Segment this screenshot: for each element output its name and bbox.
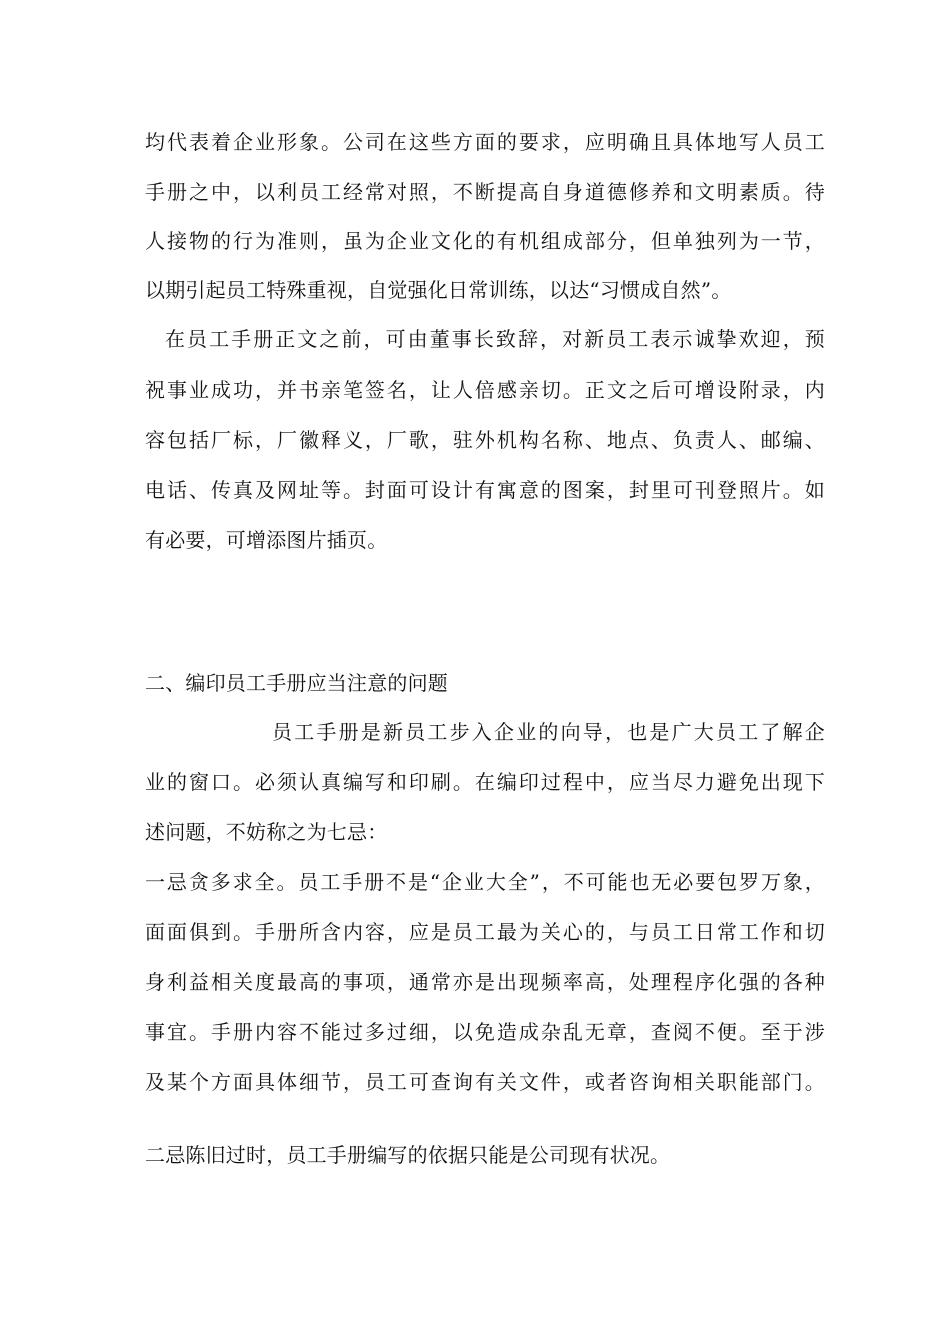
paragraph-2-line-4: 电话、传真及网址等。封面可设计有寓意的图案，封里可刊登照片。如 <box>145 478 825 502</box>
paragraph-4-line-1: 一忌贪多求全。员工手册不是“企业大全”，不可能也无必要包罗万象， <box>145 870 825 894</box>
paragraph-2-line-1: 在员工手册正文之前，可由董事长致辞，对新员工表示诚挚欢迎，预 <box>165 327 825 351</box>
paragraph-2-line-2: 祝事业成功，并书亲笔签名，让人倍感亲切。正文之后可增设附录，内 <box>145 378 825 402</box>
paragraph-4-line-3: 身利益相关度最高的事项，通常亦是出现频率高，处理程序化强的各种 <box>145 970 825 994</box>
paragraph-3-line-3: 述问题，不妨称之为七忌： <box>145 820 388 844</box>
paragraph-4-line-5: 及某个方面具体细节，员工可查询有关文件，或者咨询相关职能部门。 <box>145 1070 825 1094</box>
paragraph-4-line-4: 事宜。手册内容不能过多过细，以免造成杂乱无章，查阅不便。至于涉 <box>145 1020 825 1044</box>
paragraph-1-line-1: 均代表着企业形象。公司在这些方面的要求，应明确且具体地写人员工 <box>145 130 825 154</box>
paragraph-3-line-2: 业的窗口。必须认真编写和印刷。在编印过程中，应当尽力避免出现下 <box>145 770 825 794</box>
paragraph-1-line-4: 以期引起员工特殊重视，自觉强化日常训练，以达“习惯成自然”。 <box>145 278 732 302</box>
paragraph-1-line-2: 手册之中，以利员工经常对照，不断提高自身道德修养和文明素质。待 <box>145 180 825 204</box>
paragraph-4-line-2: 面面俱到。手册所含内容，应是员工最为关心的，与员工日常工作和切 <box>145 920 825 944</box>
paragraph-2-line-5: 有必要，可增添图片插页。 <box>145 528 388 552</box>
section-heading: 二、编印员工手册应当注意的问题 <box>145 671 448 695</box>
paragraph-5-line-1: 二忌陈旧过时，员工手册编写的依据只能是公司现有状况。 <box>145 1143 671 1167</box>
paragraph-1-line-3: 人接物的行为准则，虽为企业文化的有机组成部分，但单独列为一节， <box>145 229 825 253</box>
paragraph-3-line-1: 员工手册是新员工步入企业的向导，也是广大员工了解企 <box>272 720 825 744</box>
paragraph-2-line-3: 容包括厂标，厂徽释义，厂歌，驻外机构名称、地点、负责人、邮编、 <box>145 428 825 452</box>
